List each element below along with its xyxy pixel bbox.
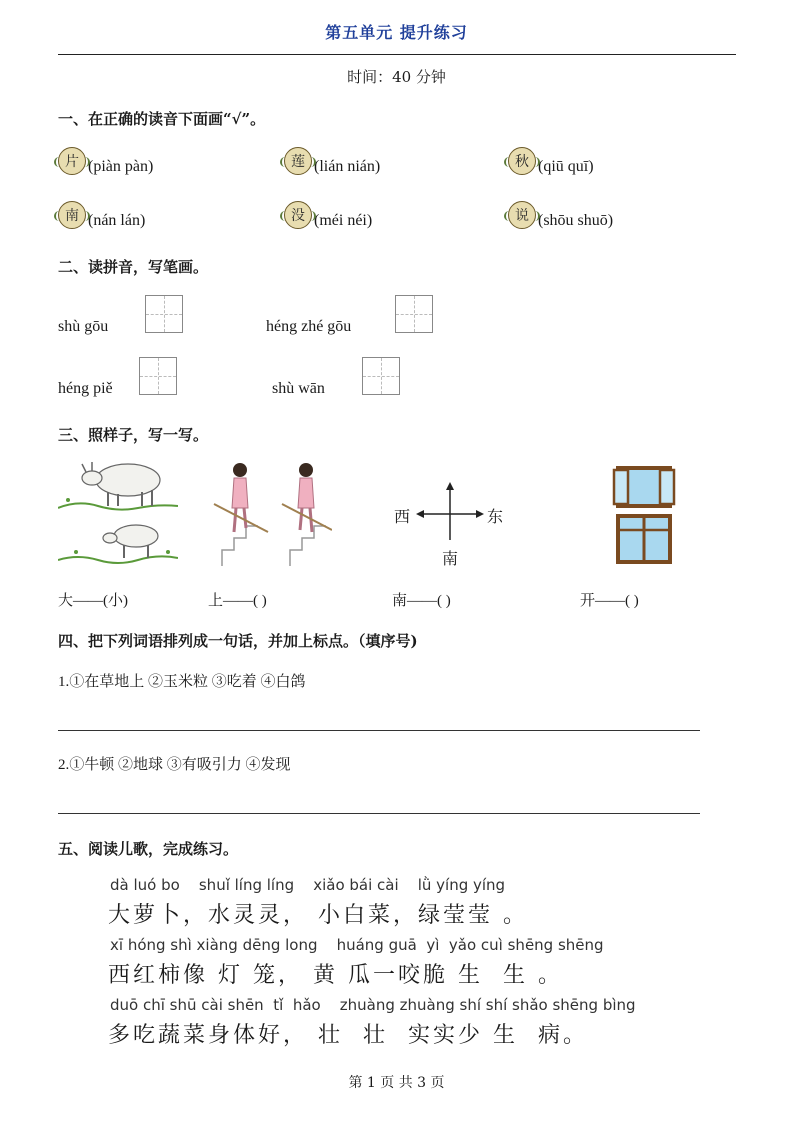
poem-line-3: 多吃蔬菜身体好， 壮 壮 实实少 生 病。 [108, 1023, 588, 1048]
stroke-label-4: shù wān [272, 380, 325, 397]
writing-grid-4[interactable] [362, 357, 400, 395]
writing-grid-1[interactable] [145, 295, 183, 333]
word-order-2: 2.①牛顿 ②地球 ③有吸引力 ④发现 [58, 757, 291, 773]
section1-heading: 一、在正确的读音下面画“√”。 [58, 110, 266, 128]
section3-heading: 三、照样子，写一写。 [58, 426, 209, 444]
reading-item-4 [58, 209, 146, 230]
pinyin-options: (shōu shuō) [538, 212, 614, 229]
header-divider [58, 54, 736, 55]
char-badge: 秋 [508, 147, 536, 175]
reading-item-6 [508, 209, 614, 230]
char-badge: 莲 [284, 147, 312, 175]
stairs-girls-illustration [212, 458, 332, 568]
reading-item-5 [284, 209, 373, 230]
page-footer: 第 1 页 共 3 页 [348, 1075, 445, 1091]
char-badge: 说 [508, 201, 536, 229]
poem-pinyin-1: dà luó bo shuǐ líng líng xiǎo bái cài lǜ yíng yíng [110, 876, 506, 894]
reading-item-3 [508, 155, 594, 176]
section2-heading: 二、读拼音，写笔画。 [58, 258, 209, 276]
antonym-pair-2[interactable]: 上——( ) [208, 593, 267, 609]
antonym-pair-4[interactable]: 开——( ) [580, 593, 639, 609]
answer-line-2[interactable] [58, 813, 700, 814]
windows-illustration [612, 464, 676, 566]
poem-line-1: 大萝卜，水灵灵， 小白菜，绿莹莹 。 [108, 903, 528, 928]
stroke-label-1: shù gōu [58, 318, 109, 335]
page-title: 第五单元 提升练习 [325, 23, 468, 42]
poem-pinyin-3: duō chī shū cài shēn tǐ hǎo zhuàng zhuàng shí shí shǎo shēng bìng [110, 996, 636, 1014]
compass-south-label: 南 [442, 549, 459, 568]
section4-heading: 四、把下列词语排列成一句话，并加上标点。（填序号) [58, 632, 418, 650]
stroke-label-3: héng piě [58, 380, 113, 397]
pinyin-options: (nán lán) [88, 212, 146, 229]
pinyin-options: (piàn pàn) [88, 158, 154, 175]
word-order-1: 1.①在草地上 ②玉米粒 ③吃着 ④白鸽 [58, 674, 306, 690]
pinyin-options: (méi néi) [314, 212, 373, 229]
antonym-pair-3[interactable]: 南——( ) [392, 593, 451, 609]
char-badge: 南 [58, 201, 86, 229]
pinyin-options: (qiū quī) [538, 158, 594, 175]
char-badge: 片 [58, 147, 86, 175]
section5-heading: 五、阅读儿歌，完成练习。 [58, 840, 239, 858]
compass-east-label: 东 [487, 507, 504, 526]
char-badge: 没 [284, 201, 312, 229]
writing-grid-2[interactable] [395, 295, 433, 333]
answer-line-1[interactable] [58, 730, 700, 731]
time-label: 时间：40 分钟 [347, 68, 446, 86]
pinyin-options: (lián nián) [314, 158, 381, 175]
stroke-label-2: héng zhé gōu [266, 318, 352, 335]
goats-illustration [58, 456, 178, 568]
poem-line-2: 西红柿像 灯 笼， 黄 瓜一咬脆 生 生 。 [108, 963, 563, 988]
antonym-pair-1: 大——(小) [58, 593, 128, 609]
reading-item-2 [284, 155, 381, 176]
reading-item-1 [58, 155, 154, 176]
compass-west-label: 西 [394, 507, 411, 526]
poem-pinyin-2: xī hóng shì xiàng dēng long huáng guā yì yǎo cuì shēng shēng [110, 936, 604, 954]
writing-grid-3[interactable] [139, 357, 177, 395]
